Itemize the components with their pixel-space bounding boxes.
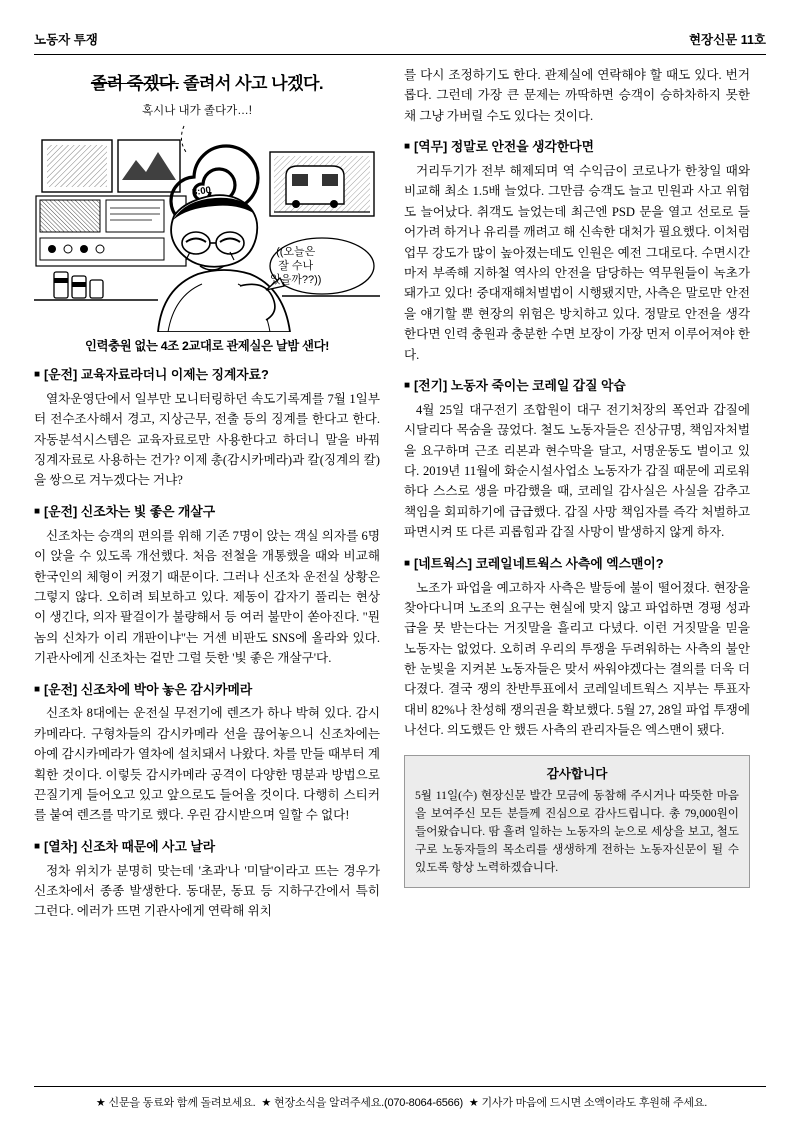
cartoon-bubble-right-line3: 있을까??)): [270, 273, 322, 286]
footer-item-2: 현장소식을 알려주세요.(070-8064-6566): [274, 1097, 463, 1109]
cartoon-bubble-right-line1: ((오늘은: [276, 246, 316, 258]
running-head-right: 현장신문 11호: [688, 33, 766, 47]
columns-wrapper: [34, 65, 766, 1065]
left-column: [34, 65, 380, 1065]
cartoon-title: [34, 69, 380, 94]
thanks-box-body: 5월 11일(수) 현장신문 발간 모금에 동참해 주시거나 따뜻한 마음을 보여주신 모든 분들께 진심으로 감사드립니다. 총 79,000원이 들어왔습니다. 땀 흘려 일하는 노동자의 눈으로 세상을 보고, 철도 구로 노동자들의 목소리를 생생하게 전하는 노동자신문이 될 수 있도록 항상 노력하겠습니다.: [415, 788, 739, 874]
star-icon: ★: [95, 1097, 106, 1109]
bullet-square-icon: ■: [34, 369, 41, 380]
section-heading-surveillance-camera: [34, 681, 380, 699]
bullet-square-icon: ■: [404, 557, 411, 569]
section-heading-education-material: [34, 366, 380, 384]
section-heading-text: [네트웍스] 코레일네트웍스 사측에 엑스맨이?: [414, 555, 664, 571]
section-heading-text: [운전] 신조차는 빛 좋은 개살구: [44, 503, 216, 519]
footer-item-1: 신문을 동료와 함께 돌려보세요.: [108, 1097, 256, 1109]
right-column: [404, 65, 750, 1065]
section-heading-text: [전기] 노동자 죽이는 코레일 갑질 악습: [414, 377, 626, 393]
section-heading-text: [열차] 신조차 때문에 사고 날라: [44, 838, 216, 854]
running-head-left: 노동자 투쟁: [34, 33, 98, 47]
cartoon-bubble-right-line2: 잘 수나: [278, 259, 314, 272]
cartoon-svg: [34, 100, 380, 332]
section-paragraph: 신조차 8대에는 운전실 무전기에 렌즈가 하나 박혀 있다. 감시카메라다. 구형차들의 감시카메라 선을 끊어놓으니 신조차에는 아예 감시카메라가 열차에 설치돼서 나왔다. 차를 만들 때부터 계획한 것이다. 이렇듯 감시카메라 공격이 다양한 명분과 방법으로 끈질기게 들어오고 있고 앞으로도 들어올 것이다. 다행히 스티커를 붙여 렌즈를 막기로 했다. 우린 감시받으며 일할 수 없다!: [34, 706, 380, 823]
bullet-square-icon: ■: [34, 840, 41, 852]
bullet-square-icon: ■: [404, 141, 411, 153]
continued-paragraph: 를 다시 조정하기도 한다. 관제실에 연락해야 할 때도 있다. 번거롭다. 그런데 가장 큰 문제는 까딱하면 승객이 승하차하지 못한 채 그냥 가버릴 수도 있다는 것이다.: [404, 68, 750, 123]
cartoon-title-strike: 졸려 죽겠다.: [90, 74, 179, 93]
cartoon-caption: 인력충원 없는 4조 2교대로 관제실은 날밤 샌다!: [85, 339, 329, 353]
section-heading-text: [역무] 정말로 안전을 생각한다면: [414, 139, 594, 155]
footer-item-3: 기사가 마음에 드시면 소액이라도 후원해 주세요.: [481, 1097, 708, 1109]
thanks-box: [404, 755, 750, 888]
cartoon-bubble-right: [270, 246, 321, 287]
section-heading-gapjil: [404, 377, 750, 395]
section-heading-text: [운전] 교육자료라더니 이제는 징계자료?: [44, 367, 269, 382]
star-icon: ★: [468, 1097, 479, 1109]
section-heading-text: [운전] 신조차에 박아 놓은 감시카메라: [44, 681, 253, 697]
section-heading-new-train: [34, 503, 380, 521]
footer-bar: [34, 1086, 766, 1110]
bullet-square-icon: ■: [404, 379, 411, 391]
section-paragraph: 노조가 파업을 예고하자 사측은 발등에 불이 떨어졌다. 현장을 찾아다니며 노조의 요구는 현실에 맞지 않고 파업하면 경평 성과급을 못 받는다는 거짓말을 흘리고 다녔다. 이런 거짓말을 믿을 노동자는 없었다. 오히려 우리의 투쟁을 두려워하는 사측의 불안한 눈빛을 지켜본 노동자들은 맞서 싸워야겠다는 결의를 더욱 더 다졌다. 결국 쟁의 찬반투표에서 코레일네트웍스 지부는 투표자 대비 82%나 찬성해 쟁의권을 확보했다. 5월 27, 28일 파업 투쟁에 나선다. 의도했든 안 했든 사측의 관리자들은 엑스맨이 됐다.: [404, 580, 750, 738]
section-paragraph: 4월 25일 대구전기 조합원이 대구 전기처장의 폭언과 갑질에 시달리다 목숨을 끊었다. 철도 노동자들은 진상규명, 책임자처벌을 요구하며 근조 리본과 현수막을 달고, 서명운동도 벌이고 있다. 2019년 11월에 화순시설사업소 노동자가 갑질 때문에 괴로워하다 스스로 생을 마감했을 때, 코레일 감사실은 사실을 감추고 책임을 회피하기에 급급했다. 갑질 사망 책임자를 즉각 처벌하고 파면시켜 또 다른 괴롭힘과 갑질 사망이 발생하지 않게 하자.: [404, 402, 750, 540]
bullet-square-icon: ■: [34, 683, 41, 695]
running-head: [34, 30, 766, 55]
cartoon-title-rest: 졸려서 사고 나겠다.: [178, 74, 324, 93]
cartoon-illustration: [34, 100, 380, 332]
section-heading-networks: [404, 555, 750, 573]
section-paragraph: 신조차는 승객의 편의를 위해 기존 7명이 앉는 객실 의자를 6명이 앉을 수 있도록 개선했다. 처음 전철을 개통했을 때와 비교해 한국인의 체형이 커졌기 때문이다. 그러나 신조차 운전실 상황은 그렇지 않다. 오히려 퇴보하고 있다. 제동이 갑자기 풀리는 현상이 생긴다, 의자 팔걸이가 불량해서 등 여러 불만이 쏟아진다. "뭔놈의 신차가 이리 개판이냐"는 거센 비판도 SNS에 올라와 있다. 기관사에게 신조차는 겉만 그럴 듯한 '빛 좋은 개살구'다.: [34, 528, 380, 666]
section-paragraph: 열차운영단에서 일부만 모니터링하던 속도기록계를 7월 1일부터 전수조사해서 경고, 지상근무, 전출 등의 징계를 한다고 한다. 자동분석시스템은 교육자료로만 사용한다고 하더니 말을 바꿔 징계자료로 사용하는 건가? 이제 총(감시카메라)과 칼(징계의 칼)을 쌍으로 겨누겠다는 거냐?: [34, 391, 380, 488]
section-heading-safety: [404, 138, 750, 156]
thanks-box-title: 감사합니다: [546, 766, 608, 781]
star-icon: ★: [261, 1097, 272, 1109]
section-paragraph: 거리두기가 전부 해제되며 역 수익금이 코로나가 한창일 때와 비교해 최소 1.5배 늘었다. 그만큼 승객도 늘고 민원과 사고 위험도 늘어났다. 취객도 늘었는데 최근엔 PSD 문을 열고 선로로 들어가려 하거나 유리를 깨려고 해 신속한 대처가 필요했다. 이처럼 업무 강도가 많이 높아졌는데도 인원은 예전 그대로다. 수면시간마저 부족해 지하철 역사의 안전을 담당하는 역무원들이 녹초가 돼가고 있다! 중대재해처벌법이 시행됐지만, 사측은 말로만 안전을 얘기할 뿐 현장의 위험은 방치하고 있다. 정말로 안전을 생각한다면 인력 충원과 충분한 수면 보장이 가장 먼저 이루어져야 한다.: [404, 164, 750, 362]
section-paragraph: 정차 위치가 분명히 맞는데 '초과'나 '미달'이라고 뜨는 경우가 신조차에서 종종 발생한다. 동대문, 동묘 등 지하구간에서 특히 그런다. 에러가 뜨면 기관사에게 연락해 위치: [34, 863, 380, 919]
bullet-square-icon: ■: [34, 505, 41, 517]
cartoon-bubble-top: 혹시나 내가 졸다가…!: [142, 105, 252, 117]
cartoon-clock-label: 3:00: [191, 184, 212, 199]
section-heading-accident-risk: [34, 838, 380, 856]
